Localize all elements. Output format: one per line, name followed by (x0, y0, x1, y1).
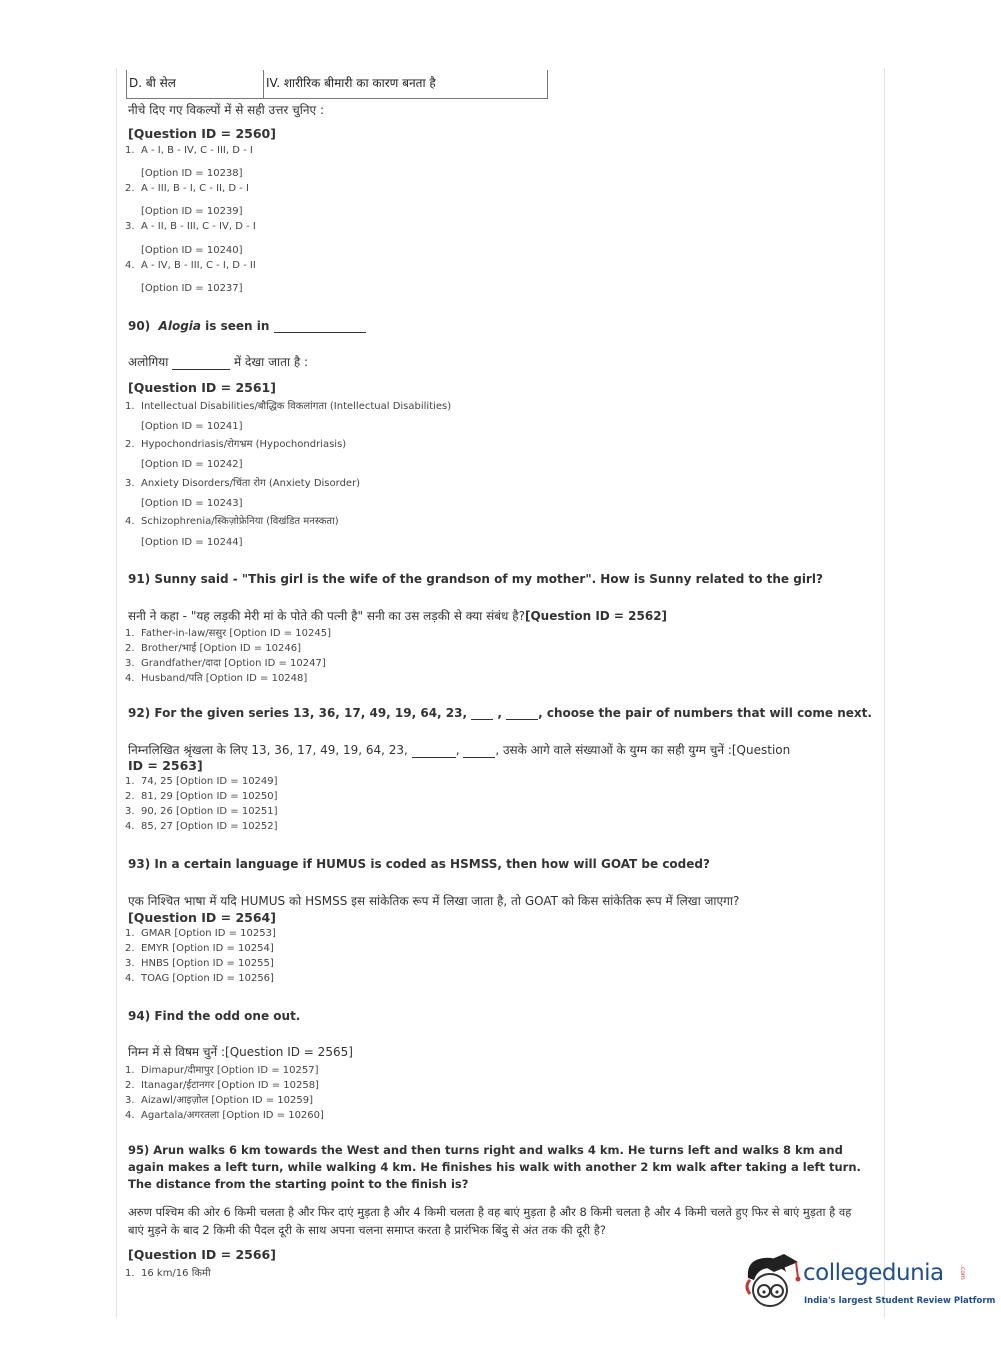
q93-option-3: 3. HNBS [Option ID = 10255] (125, 958, 274, 969)
q94-option-4: 4. Agartala/अगरतला [Option ID = 10260] (125, 1110, 324, 1121)
q95-option-1: 1. 16 km/16 किमी (125, 1268, 211, 1279)
q91-option-3: 3. Grandfather/दादा [Option ID = 10247] (125, 658, 326, 669)
q90-option-4: 4. Schizophrenia/स्किज़ोफ्रेनिया (विखंडित मनस्कता) (125, 516, 339, 527)
q90-option-2: 2. Hypochondriasis/रोगभ्रम (Hypochondriasis) (125, 439, 347, 450)
q89-hindi-instruction: नीचे दिए गए विकल्पों में से सही उत्तर चुनिए : (128, 103, 325, 117)
q90-hindi-question: अलोगिया में देखा जाता है : (128, 355, 309, 369)
q89-option-3: 3. A - II, B - III, C - IV, D - I (125, 221, 256, 232)
q95-question: 95) Arun walks 6 km towards the West and then turns right and walks 4 km. He turns left and walks 8 km and again makes a left turn, while walking 4 km. He finishes his walk with another 2 km walk after taking a left turn. The distance from the starting point to the finish is? (128, 1143, 861, 1191)
q92-hindi-question: निम्नलिखित श्रृंखला के लिए 13, 36, 17, 49, 19, 64, 23, , , उसके आगे वाले संख्याओं के युग्म का सही युग्म चुनें :[Question (128, 743, 791, 757)
q91-option-2: 2. Brother/भाई [Option ID = 10246] (125, 643, 302, 654)
q92-question: 92) For the given series 13, 36, 17, 49, 19, 64, 23, , , choose the pair of numbers that will come next. (128, 706, 872, 720)
q90-option-1: 1. Intellectual Disabilities/बौद्धिक विकलांगता (Intellectual Disabilities) (125, 401, 452, 412)
left-margin-line (116, 68, 117, 1318)
collegedunia-logo (740, 1250, 996, 1314)
q90-option-4-id: [Option ID = 10244] (141, 537, 243, 548)
q90-option-3-id: [Option ID = 10243] (141, 498, 243, 509)
right-margin-line (884, 68, 885, 1318)
q94-option-2: 2. Itanagar/ईटानगर [Option ID = 10258] (125, 1080, 319, 1091)
q93-hindi-question: एक निश्चित भाषा में यदि HUMUS को HSMSS इस सांकेतिक रूप में लिखा जाता है, तो GOAT को किस सांकेतिक रूप में लिखा जाएगा? (128, 894, 740, 908)
q91-question: 91) Sunny said - "This girl is the wife of the grandson of my mother". How is Sunny related to the girl? (128, 572, 823, 586)
q94-question: 94) Find the odd one out. (128, 1009, 301, 1023)
q94-hindi-question: निम्न में से विषम चुनें :[Question ID = 2565] (128, 1045, 353, 1059)
q90-question: 90) Alogia is seen in (128, 319, 366, 333)
q94-option-3: 3. Aizawl/आइज़ोल [Option ID = 10259] (125, 1095, 313, 1106)
q89-option-4: 4. A - IV, B - III, C - I, D - II (125, 260, 256, 271)
q95-hindi-question: अरुण पश्चिम की ओर 6 किमी चलता है और फिर दाएं मुड़ता है और 4 किमी चलता है वह बाएं मुड़ता है और 8 किमी चलता है और 4 किमी चलते हुए फिर से बाएं मुड़ता है वह बाएं मुड़ने के बाद 2 किमी की पैदल दूरी के साथ अपना चलना समाप्त करता है प्रारंभिक बिंदु से अंत तक की दूरी है? (128, 1205, 852, 1237)
q89-option-3-id: [Option ID = 10240] (141, 245, 243, 256)
q91-option-4: 4. Husband/पति [Option ID = 10248] (125, 673, 308, 684)
table-cell-left: D. बी सेल (127, 70, 264, 98)
q93-option-1: 1. GMAR [Option ID = 10253] (125, 928, 276, 939)
q91-hindi-question: सनी ने कहा - "यह लड़की मेरी मां के पोते की पत्नी है" सनी का उस लड़की से क्या संबंध है?[Question ID = 2562] (128, 609, 668, 623)
logo-tagline: India's largest Student Review Platform (804, 1296, 996, 1306)
q93-option-2: 2. EMYR [Option ID = 10254] (125, 943, 274, 954)
q92-option-2: 2. 81, 29 [Option ID = 10250] (125, 791, 278, 802)
mascot-icon (740, 1250, 802, 1314)
q92-option-4: 4. 85, 27 [Option ID = 10252] (125, 821, 278, 832)
q89-option-1-id: [Option ID = 10238] (141, 168, 243, 179)
q91-option-1: 1. Father-in-law/ससुर [Option ID = 10245] (125, 628, 331, 639)
match-table-row (126, 70, 548, 99)
q95-question-id: [Question ID = 2566] (128, 1247, 276, 1262)
q89-question-id: [Question ID = 2560] (128, 126, 276, 141)
logo-suffix: .com (959, 1265, 966, 1280)
q93-question-id: [Question ID = 2564] (128, 910, 276, 925)
q90-option-3: 3. Anxiety Disorders/चिंता रोग (Anxiety Disorder) (125, 478, 361, 489)
q94-option-1: 1. Dimapur/दीमापुर [Option ID = 10257] (125, 1065, 319, 1076)
q89-option-4-id: [Option ID = 10237] (141, 283, 243, 294)
table-cell-right: IV. शारीरिक बीमारी का कारण बनता है (266, 76, 436, 90)
q89-option-2: 2. A - III, B - I, C - II, D - I (125, 183, 249, 194)
q92-option-3: 3. 90, 26 [Option ID = 10251] (125, 806, 278, 817)
q93-question: 93) In a certain language if HUMUS is coded as HSMSS, then how will GOAT be coded? (128, 857, 710, 871)
q92-question-id: ID = 2563] (128, 758, 203, 773)
logo-wordmark: collegedunia (803, 1260, 944, 1286)
q90-question-id: [Question ID = 2561] (128, 380, 276, 395)
q90-option-2-id: [Option ID = 10242] (141, 459, 243, 470)
q89-option-1: 1. A - I, B - IV, C - III, D - I (125, 145, 253, 156)
q89-option-2-id: [Option ID = 10239] (141, 206, 243, 217)
q92-option-1: 1. 74, 25 [Option ID = 10249] (125, 776, 278, 787)
q90-option-1-id: [Option ID = 10241] (141, 421, 243, 432)
q93-option-4: 4. TOAG [Option ID = 10256] (125, 973, 274, 984)
